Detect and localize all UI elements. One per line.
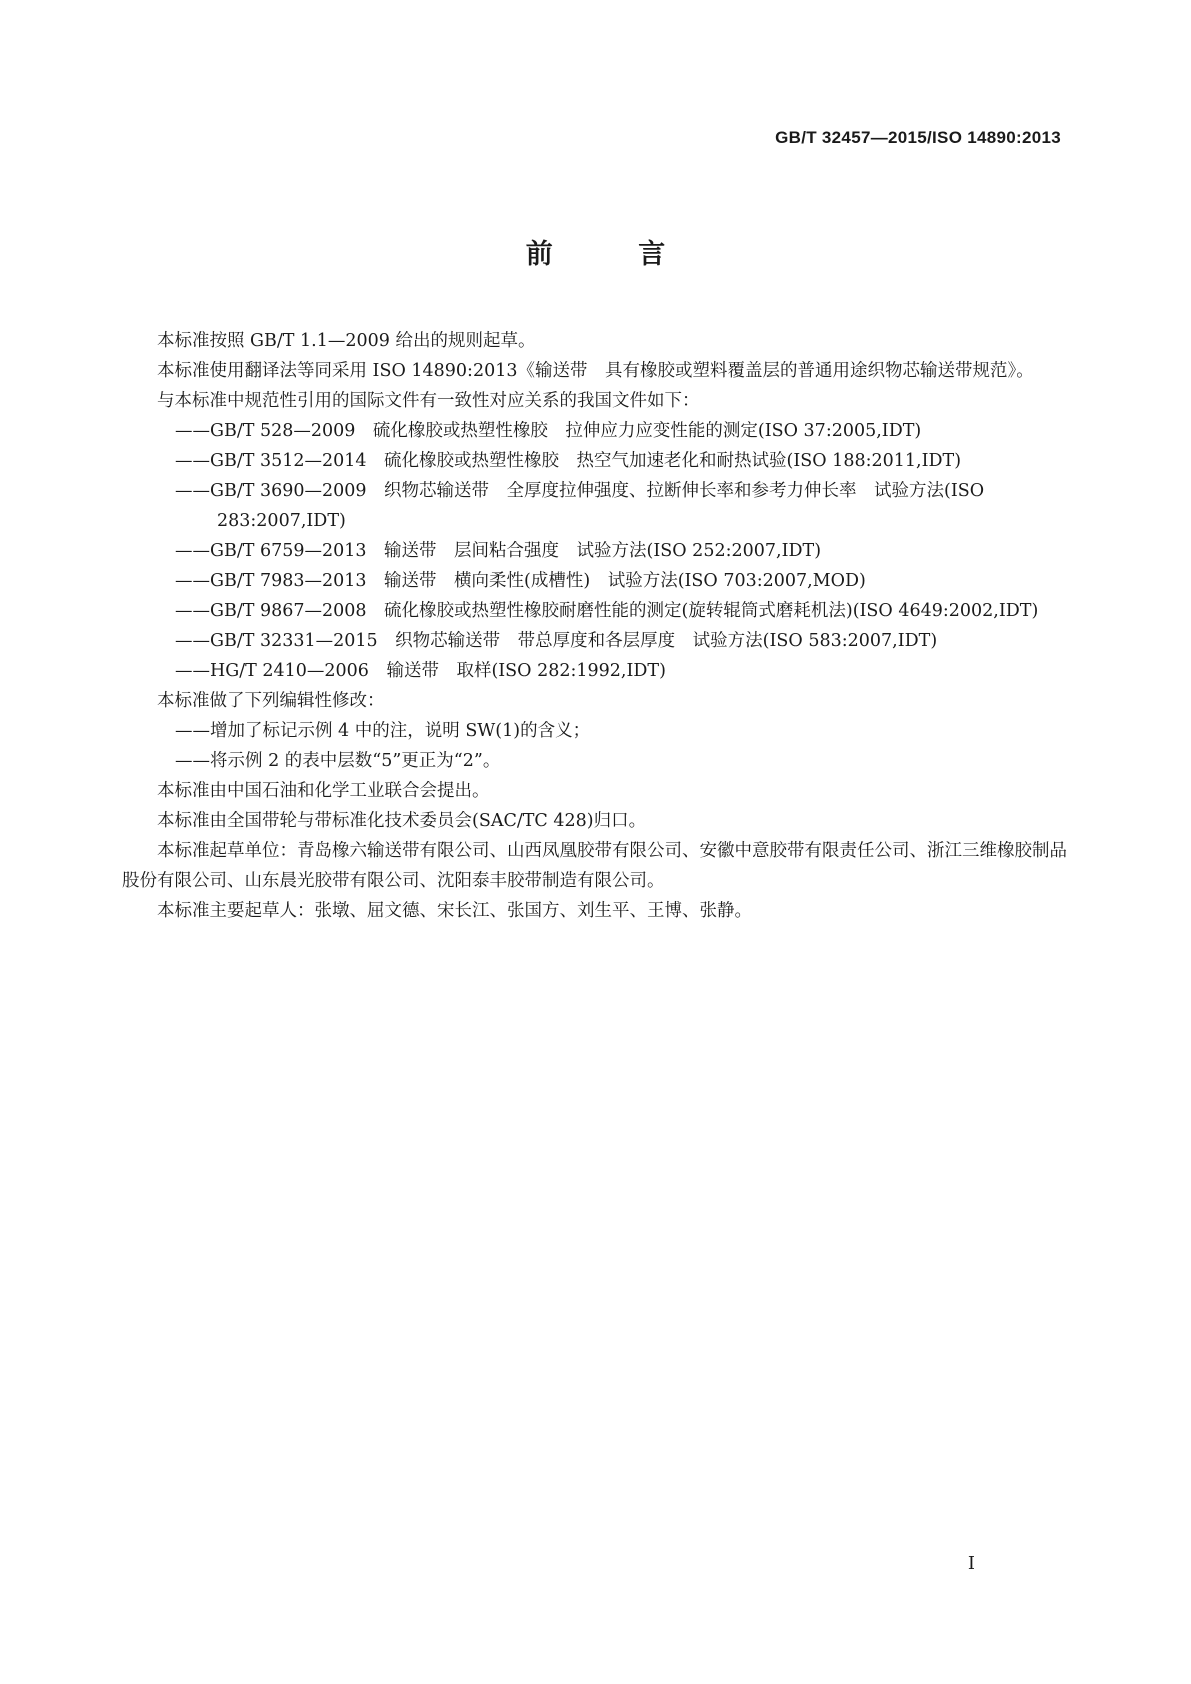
paragraph-edits-intro: 本标准做了下列编辑性修改：	[157, 691, 385, 711]
reference-item: ——GB/T 528—2009 硫化橡胶或热塑性橡胶 拉伸应力应变性能的测定(ISO 37:2005,IDT)	[175, 421, 922, 441]
document-body	[122, 326, 1067, 926]
reference-item: ——GB/T 6759—2013 输送带 层间粘合强度 试验方法(ISO 252:2007,IDT)	[175, 541, 822, 561]
standard-header: GB/T 32457—2015/ISO 14890:2013	[775, 128, 1061, 147]
reference-item: ——GB/T 3690—2009 织物芯输送带 全厚度拉伸强度、拉断伸长率和参考力伸长率 试验方法(ISO 283:2007,IDT)	[175, 481, 985, 531]
paragraph-drafters: 本标准主要起草人：张墩、屈文德、宋长江、张国方、刘生平、王博、张静。	[157, 901, 752, 921]
paragraph-drafting-units: 本标准起草单位：青岛橡六输送带有限公司、山西凤凰胶带有限公司、安徽中意胶带有限责任公司、浙江三维橡胶制品股份有限公司、山东晨光胶带有限公司、沈阳泰丰胶带制造有限公司。	[122, 841, 1067, 891]
reference-item: ——GB/T 3512—2014 硫化橡胶或热塑性橡胶 热空气加速老化和耐热试验(ISO 188:2011,IDT)	[175, 451, 962, 471]
edit-item: ——增加了标记示例 4 中的注，说明 SW(1)的含义；	[175, 721, 591, 741]
paragraph-proposer: 本标准由中国石油和化学工业联合会提出。	[157, 781, 490, 801]
page-title: 前 言	[525, 239, 704, 270]
reference-item: ——GB/T 9867—2008 硫化橡胶或热塑性橡胶耐磨性能的测定(旋转辊筒式磨耗机法)(ISO 4649:2002,IDT)	[175, 601, 1039, 621]
paragraph-drafting-rules: 本标准按照 GB/T 1.1—2009 给出的规则起草。	[157, 331, 536, 351]
edit-item: ——将示例 2 的表中层数“5”更正为“2”。	[175, 751, 501, 771]
paragraph-adoption: 本标准使用翻译法等同采用 ISO 14890:2013《输送带 具有橡胶或塑料覆盖层的普通用途织物芯输送带规范》。	[157, 361, 1034, 381]
reference-item: ——GB/T 7983—2013 输送带 横向柔性(成槽性) 试验方法(ISO 703:2007,MOD)	[175, 571, 866, 591]
reference-item: ——HG/T 2410—2006 输送带 取样(ISO 282:1992,IDT)	[175, 661, 666, 681]
reference-item: ——GB/T 32331—2015 织物芯输送带 带总厚度和各层厚度 试验方法(ISO 583:2007,IDT)	[175, 631, 938, 651]
paragraph-committee: 本标准由全国带轮与带标准化技术委员会(SAC/TC 428)归口。	[157, 811, 647, 831]
paragraph-references-intro: 与本标准中规范性引用的国际文件有一致性对应关系的我国文件如下：	[157, 391, 700, 411]
page-number: I	[967, 1553, 975, 1574]
